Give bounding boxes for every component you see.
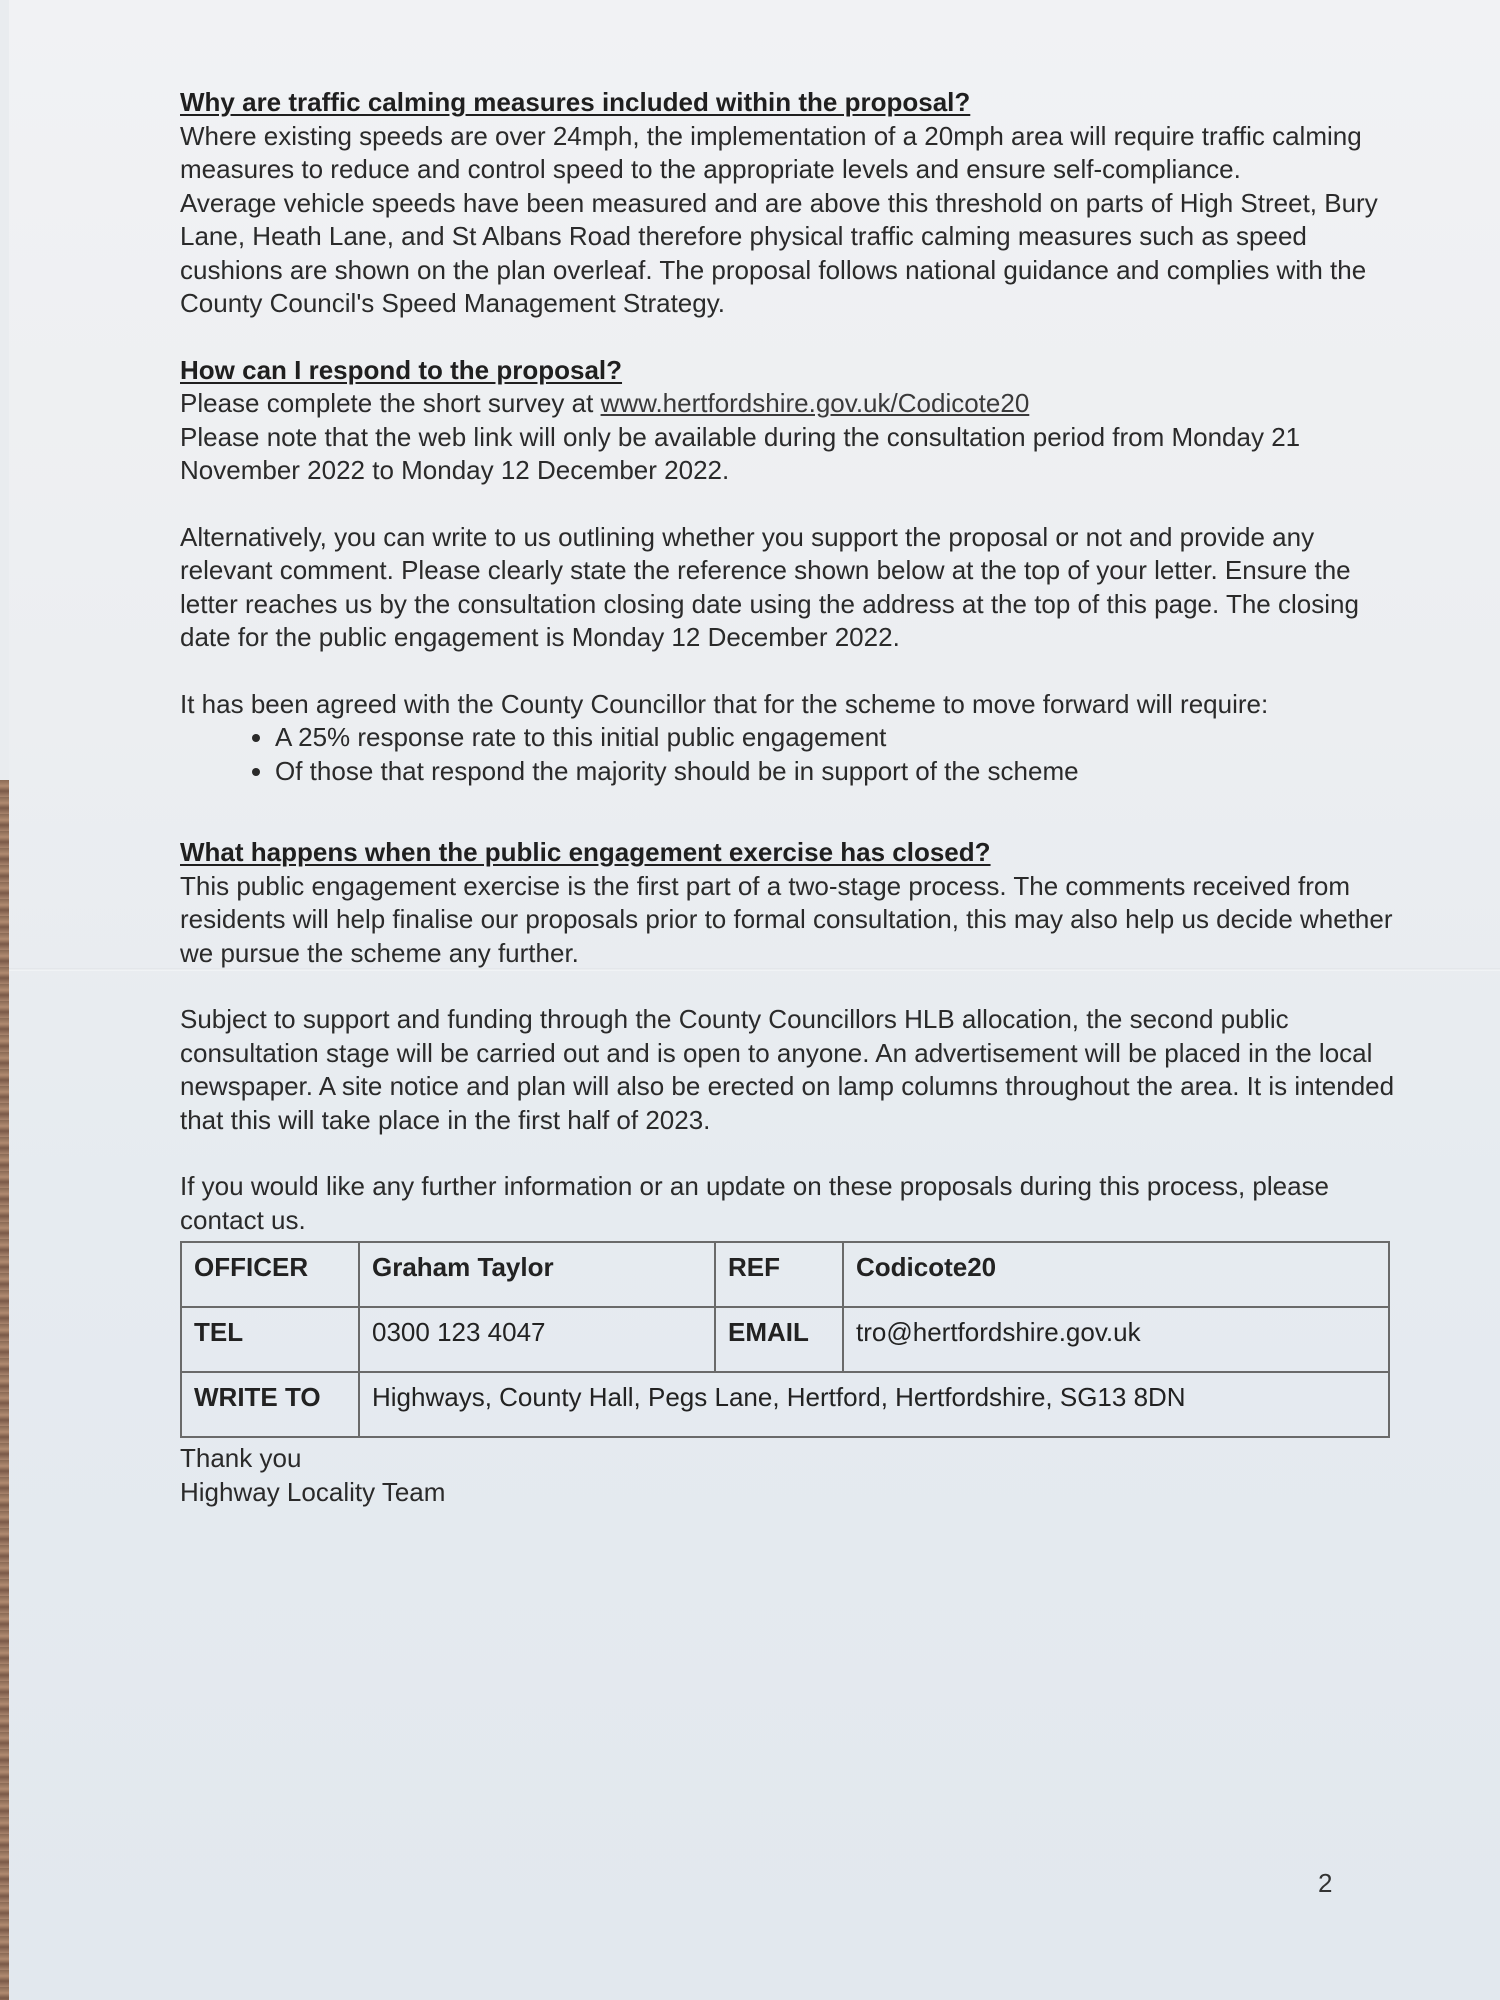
email-value: tro@hertfordshire.gov.uk (843, 1307, 1389, 1372)
survey-link[interactable]: www.hertfordshire.gov.uk/Codicote20 (600, 388, 1030, 418)
survey-line (180, 387, 1400, 421)
heading-respond: How can I respond to the proposal? (180, 354, 623, 385)
paragraph: Please note that the web link will only be available during the consultation period from Monday 21 November 2022 to Monday 12 December 2022. (180, 421, 1301, 485)
document-body (180, 86, 1400, 1509)
paragraph: Where existing speeds are over 24mph, the implementation of a 20mph area will require traffic calming measures to reduce and control speed to the appropriate levels and ensure self-compliance. (180, 120, 1362, 184)
table-row (181, 1242, 1389, 1307)
heading-traffic-calming: Why are traffic calming measures included within the proposal? (180, 87, 971, 117)
officer-label: OFFICER (181, 1242, 359, 1307)
paragraph: It has been agreed with the County Councillor that for the scheme to move forward will require: (180, 688, 1269, 719)
paragraph: This public engagement exercise is the first part of a two-stage process. The comments received from residents will help finalise our proposals prior to formal consultation, this may also help us decide whether we pursue the scheme any further. (180, 870, 1393, 968)
write-to-label: WRITE TO (181, 1372, 359, 1437)
officer-value: Graham Taylor (359, 1242, 715, 1307)
tel-label: TEL (181, 1307, 359, 1372)
paragraph: Alternatively, you can write to us outlining whether you support the proposal or not and provide any relevant comment. Please clearly state the reference shown below at the top of your letter. Ensure the letter reaches us by the consultation closing date using the address at the top of this page. The closing date for the public engagement is Monday 12 December 2022. (180, 521, 1359, 652)
background-surface-edge (0, 780, 9, 2000)
table-row (181, 1372, 1389, 1437)
table-row (181, 1307, 1389, 1372)
requirements-list (180, 721, 1400, 788)
survey-prefix: Please complete the short survey at (180, 388, 601, 418)
heading-closed: What happens when the public engagement exercise has closed? (180, 837, 991, 867)
paragraph: Subject to support and funding through the County Councillors HLB allocation, the second public consultation stage will be carried out and is open to anyone. An advertisement will be placed in the local newspaper. A site notice and plan will also be erected on lamp columns throughout the area. It is intended that this will take place in the first half of 2023. (180, 1004, 1395, 1135)
list-item: • Of those that respond the majority should be in support of the scheme (275, 755, 1400, 789)
email-label: EMAIL (715, 1307, 843, 1372)
page-number: 2 (1318, 1868, 1333, 1898)
write-to-value: Highways, County Hall, Pegs Lane, Hertford, Hertfordshire, SG13 8DN (359, 1372, 1389, 1437)
list-item: • A 25% response rate to this initial public engagement (275, 721, 1400, 755)
signoff-thanks: Thank you (180, 1443, 302, 1473)
section-respond (180, 354, 1400, 789)
ref-value: Codicote20 (843, 1242, 1389, 1307)
signoff-team: Highway Locality Team (180, 1476, 446, 1507)
tel-value: 0300 123 4047 (359, 1307, 715, 1372)
contact-table (180, 1241, 1390, 1438)
signoff (180, 1442, 1400, 1509)
section-traffic-calming (180, 86, 1400, 321)
paragraph: Average vehicle speeds have been measured and are above this threshold on parts of High Street, Bury Lane, Heath Lane, and St Albans Road therefore physical traffic calming measures such as speed cushions are shown on the plan overleaf. The proposal follows national guidance and complies with the County Council's Speed Management Strategy. (180, 187, 1378, 318)
paragraph: If you would like any further information or an update on these proposals during this process, please contact us. (180, 1171, 1330, 1235)
ref-label: REF (715, 1242, 843, 1307)
section-closed (180, 836, 1400, 1237)
